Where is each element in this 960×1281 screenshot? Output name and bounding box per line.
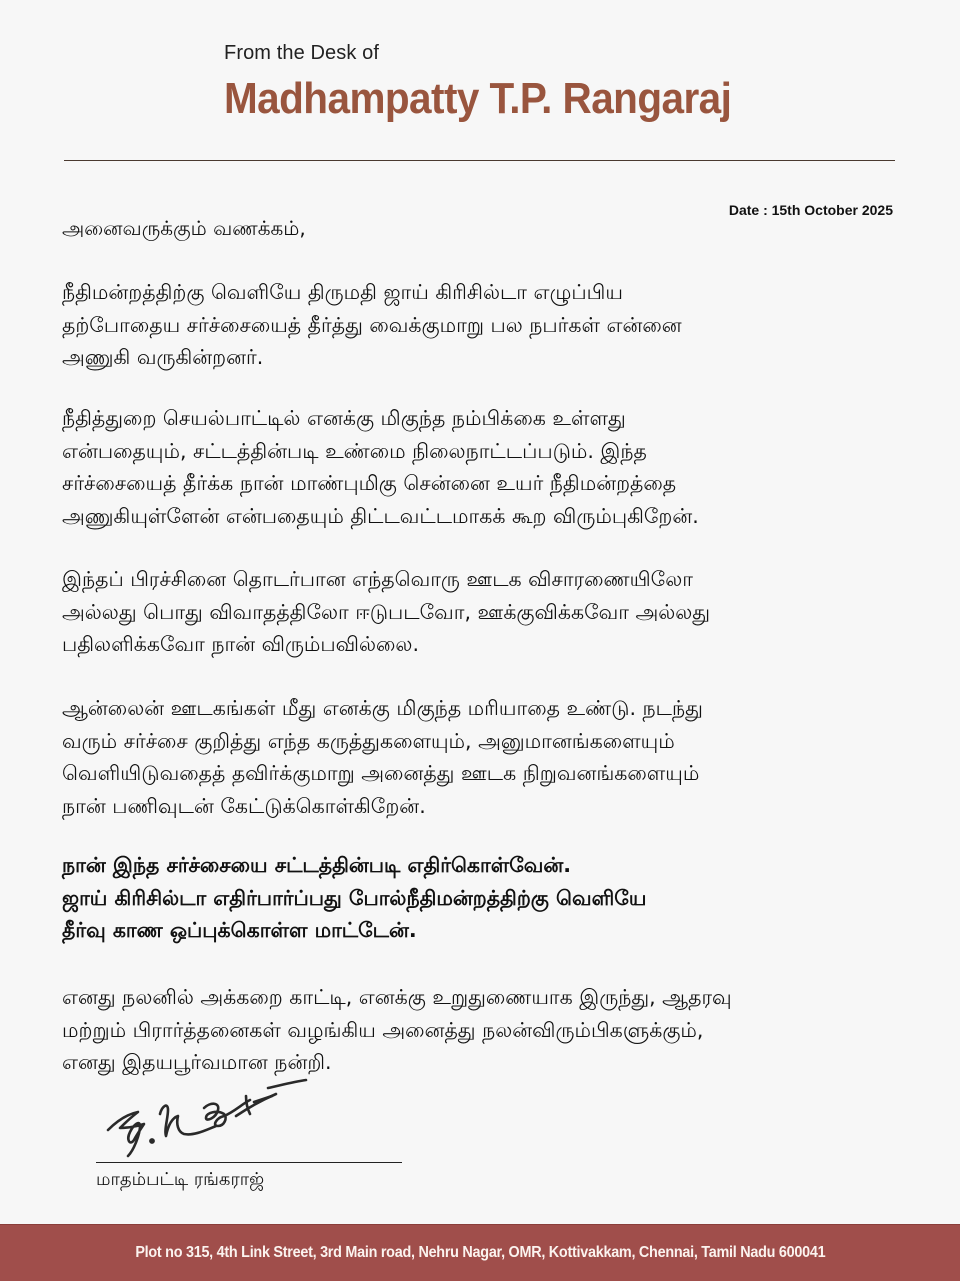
paragraph-line: அணுகி வருகின்றனர். [62,345,264,369]
footer-address-bar [0,1224,960,1281]
paragraph-line: அல்லது பொது விவாதத்திலோ ஈடுபடவோ, ஊக்குவிக்கவோ அல்லது [62,599,711,624]
paragraph-line: நான் இந்த சர்ச்சையை சட்டத்தின்படி எதிர்கொள்வேன். [62,853,572,877]
paragraph-1 [62,276,922,374]
paragraph-line: வரும் சர்ச்சை குறித்து எந்த கருத்துகளையும், அனுமானங்களையும் [62,728,675,753]
paragraph-line: நான் பணிவுடன் கேட்டுக்கொள்கிறேன். [62,793,426,818]
paragraph-line: நீதித்துறை செயல்பாட்டில் எனக்கு மிகுந்த நம்பிக்கை உள்ளது [62,406,626,430]
paragraph-line: இந்தப் பிரச்சினை தொடர்பான எந்தவொரு ஊடக விசாரணையிலோ [62,567,693,591]
greeting: அனைவருக்கும் வணக்கம், [62,216,306,240]
paragraph-line: அணுகியுள்ளேன் என்பதையும் திட்டவட்டமாகக் கூற விரும்புகிறேன். [62,503,699,528]
signatory-name: மாதம்பட்டி ரங்கராஜ் [96,1169,265,1190]
paragraph-3 [62,563,922,661]
footer-address: Plot no 315, 4th Link Street, 3rd Main road, Nehru Nagar, OMR, Kottivakkam, Chennai, Tamil Nadu 600041 [135,1244,825,1261]
paragraph-line: தற்போதைய சர்ச்சையைத் தீர்த்து வைக்குமாறு பல நபர்கள் என்னை [62,312,682,337]
handwritten-signature-icon [100,1078,320,1158]
paragraph-5-bold-statement [62,849,922,947]
paragraph-2 [62,402,922,532]
paragraph-line: ஜாய் கிரிசில்டா எதிர்பார்ப்பது போல்நீதிமன்றத்திற்கு வெளியே [62,885,647,910]
paragraph-line: என்பதையும், சட்டத்தின்படி உண்மை நிலைநாட்டப்படும். இந்த [62,438,647,463]
paragraph-line: எனது இதயபூர்வமான நன்றி. [62,1050,332,1074]
paragraph-line: மற்றும் பிரார்த்தனைகள் வழங்கிய அனைத்து நலன்விரும்பிகளுக்கும், [62,1017,704,1042]
paragraph-line: ஆன்லைன் ஊடகங்கள் மீது எனக்கு மிகுந்த மரியாதை உண்டு. நடந்து [62,696,703,720]
paragraph-6 [62,981,922,1079]
paragraph-line: வெளியிடுவதைத் தவிர்க்குமாறு அனைத்து ஊடக நிறுவனங்களையும் [62,761,700,785]
paragraph-line: பதிலளிக்கவோ நான் விரும்பவில்லை. [62,632,419,656]
from-desk-label: From the Desk of [224,42,379,64]
sender-name: Madhampatty T.P. Rangaraj [224,74,732,123]
header-divider [64,160,895,161]
letter-date: Date : 15th October 2025 [728,202,893,218]
paragraph-4 [62,692,922,822]
signature-line [96,1162,402,1163]
paragraph-line: தீர்வு காண ஒப்புக்கொள்ள மாட்டேன். [62,918,417,942]
paragraph-line: சர்ச்சையைத் தீர்க்க நான் மாண்புமிகு சென்னை உயர் நீதிமன்றத்தை [62,471,677,495]
paragraph-line: எனது நலனில் அக்கறை காட்டி, எனக்கு உறுதுணையாக இருந்து, ஆதரவு [62,985,732,1009]
paragraph-line: நீதிமன்றத்திற்கு வெளியே திருமதி ஜாய் கிரிசில்டா எழுப்பிய [62,280,623,304]
letterhead-block [224,40,775,126]
